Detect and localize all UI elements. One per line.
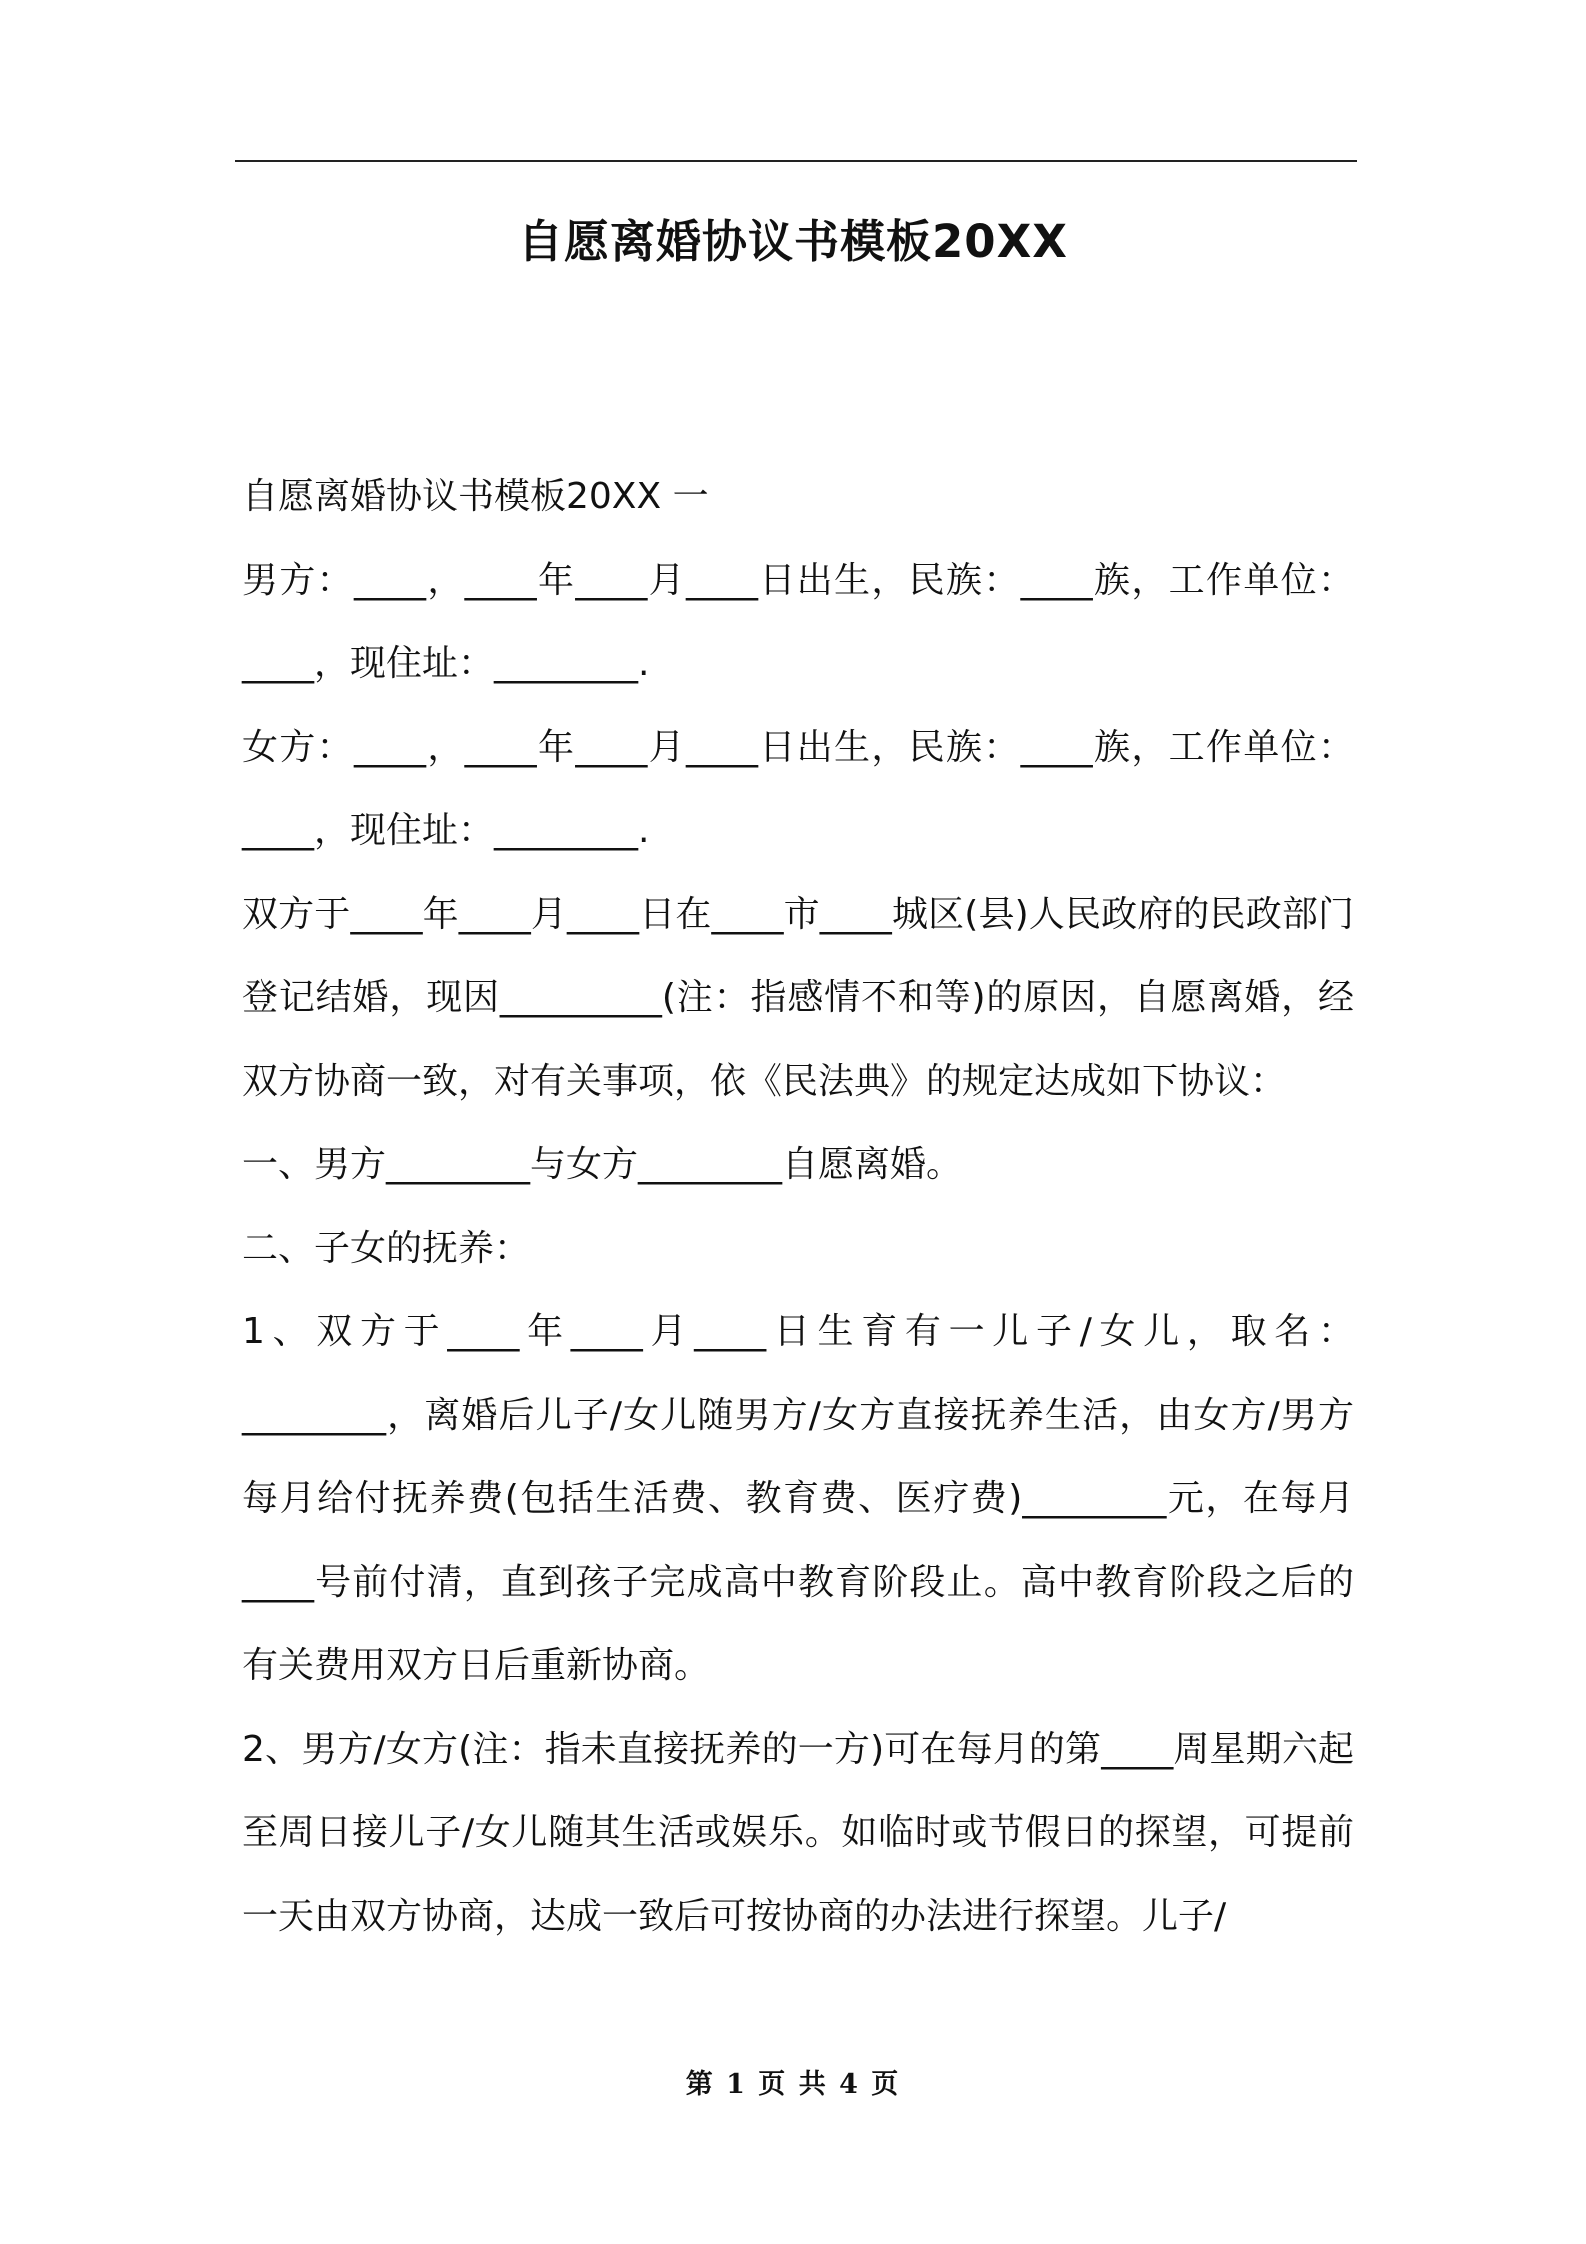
header-rule (235, 160, 1357, 162)
paragraph-marriage-registration: 双方于____年____月____日在____市____城区(县)人民政府的民政部门登记结婚，现因_________(注：指感情不和等)的原因，自愿离婚，经双方协商一致，对有关事项，依《民法典》的规定达成如下协议： (242, 893, 1354, 1102)
clause-1-voluntary-divorce: 一、男方________与女方________自愿离婚。 (242, 1144, 963, 1185)
clause-2-child-custody-heading: 二、子女的抚养： (242, 1227, 531, 1269)
page-number: 第 1 页 共 4 页 (685, 2069, 901, 2100)
document-body (242, 455, 1354, 1958)
paragraph-male-party: 男方：____，____年____月____日出生，民族：____族，工作单位：____，现住址：________. (242, 559, 1354, 684)
paragraph-heading: 自愿离婚协议书模板20XX 一 (242, 476, 709, 517)
document-title: 自愿离婚协议书模板20XX (517, 215, 1068, 268)
clause-2-1-child-support: 1、双方于____年____月____日生育有一儿子/女儿，取名：________，离婚后儿子/女儿随男方/女方直接抚养生活，由女方/男方每月给付抚养费(包括生活费、教育费、医疗费)________元，在每月____号前付清，直到孩子完成高中教育阶段止。高中教育阶段之后的有关费用双方日后重新协商。 (242, 1311, 1354, 1686)
paragraph-female-party: 女方：____，____年____月____日出生，民族：____族，工作单位：____，现住址：________. (242, 726, 1354, 851)
clause-2-2-visitation: 2、男方/女方(注：指未直接抚养的一方)可在每月的第____周星期六起至周日接儿子/女儿随其生活或娱乐。如临时或节假日的探望，可提前一天由双方协商，达成一致后可按协商的办法进行探望。儿子/ (242, 1728, 1354, 1937)
